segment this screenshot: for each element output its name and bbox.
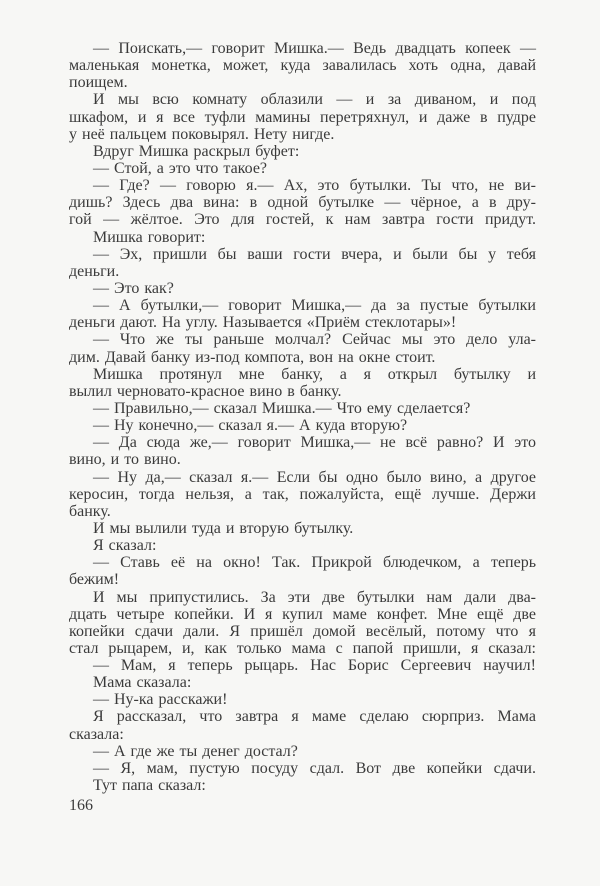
text-line: — Я, мам, пустую посуду сдал. Вот две копейки сдачи.: [93, 759, 536, 777]
page-text: [69, 40, 536, 794]
text-line: Мишка протянул мне банку, а я открыл бутылку и: [93, 365, 536, 383]
text-line: — Стой, а это что такое?: [93, 159, 268, 177]
text-line: Мишка говорит:: [93, 228, 206, 246]
text-line: — Да сюда же,— говорит Мишка,— не всё равно? И это: [93, 434, 536, 452]
text-line: вино, и то вино.: [69, 451, 181, 469]
text-line: Мама сказала:: [93, 674, 192, 692]
text-line: — Ну конечно,— сказал я.— А куда вторую?: [93, 417, 408, 435]
text-line: стал рыцарем, и, как только мама с папой пришли, я сказал:: [69, 639, 536, 657]
text-line: вылил черновато-красное вино в банку.: [69, 382, 342, 400]
text-line: дишь? Здесь два вина: в одной бутылке — чёрное, а в дру-: [69, 194, 536, 212]
text-line: И мы вылили туда и вторую бутылку.: [93, 519, 354, 537]
text-line: маленькая монетка, может, куда завалилась хоть одна, давай: [69, 57, 536, 75]
text-line: гой — жёлтое. Это для гостей, к нам завтра гости придут.: [69, 211, 536, 229]
text-line: дим. Давай банку из-под компота, вон на окне стоит.: [69, 348, 436, 366]
text-line: у неё пальцем поковырял. Нету нигде.: [69, 125, 335, 143]
text-line: дцать четыре копейки. И я купил маме конфет. Мне ещё две: [69, 605, 536, 623]
text-line: — Ставь её на окно! Так. Прикрой блюдечком, а теперь: [93, 554, 536, 572]
text-line: керосин, тогда нельзя, а так, пожалуйста, ещё лучше. Держи: [69, 485, 536, 503]
text-line: — Ну-ка расскажи!: [93, 691, 228, 709]
text-line: Я рассказал, что завтра я маме сделаю сюрприз. Мама: [93, 708, 536, 726]
text-line: деньги дают. На углу. Называется «Приём стеклотары»!: [69, 314, 457, 332]
text-line: — Поискать,— говорит Мишка.— Ведь двадцать копеек —: [93, 40, 536, 57]
text-line: бежим!: [69, 571, 120, 589]
text-line: — Правильно,— сказал Мишка.— Что ему сделается?: [93, 399, 471, 417]
text-line: Тут папа сказал:: [93, 777, 206, 795]
text-line: — Ну да,— сказал я.— Если бы одно было вино, а другое: [93, 468, 536, 486]
text-line: И мы всю комнату облазили — и за диваном, и под: [93, 91, 536, 109]
text-line: — Эх, пришли бы ваши гости вчера, и были бы у тебя: [93, 245, 536, 263]
text-line: И мы припустились. За эти две бутылки нам дали два-: [93, 588, 536, 606]
text-line: — А где же ты денег достал?: [93, 742, 298, 760]
text-line: деньги.: [69, 262, 120, 280]
text-line: Вдруг Мишка раскрыл буфет:: [93, 142, 300, 160]
text-line: — А бутылки,— говорит Мишка,— да за пустые бутылки: [93, 297, 536, 315]
text-line: — Это как?: [93, 279, 174, 297]
text-line: шкафом, и я все туфли мамины перетряхнул, и даже в пудре: [69, 108, 536, 126]
text-line: банку.: [69, 502, 111, 520]
text-line: — Где? — говорю я.— Ах, это бутылки. Ты что, не ви-: [93, 177, 536, 195]
text-line: поищем.: [69, 74, 128, 92]
text-line: сказала:: [69, 725, 124, 743]
text-line: — Мам, я теперь рыцарь. Нас Борис Сергеевич научил!: [93, 657, 536, 675]
text-line: Я сказал:: [93, 537, 157, 555]
text-line: копейки сдачи дали. Я пришёл домой весёлый, потому что я: [69, 622, 536, 640]
page-number: 166: [69, 797, 93, 814]
text-line: — Что же ты раньше молчал? Сейчас мы это дело ула-: [93, 331, 536, 349]
